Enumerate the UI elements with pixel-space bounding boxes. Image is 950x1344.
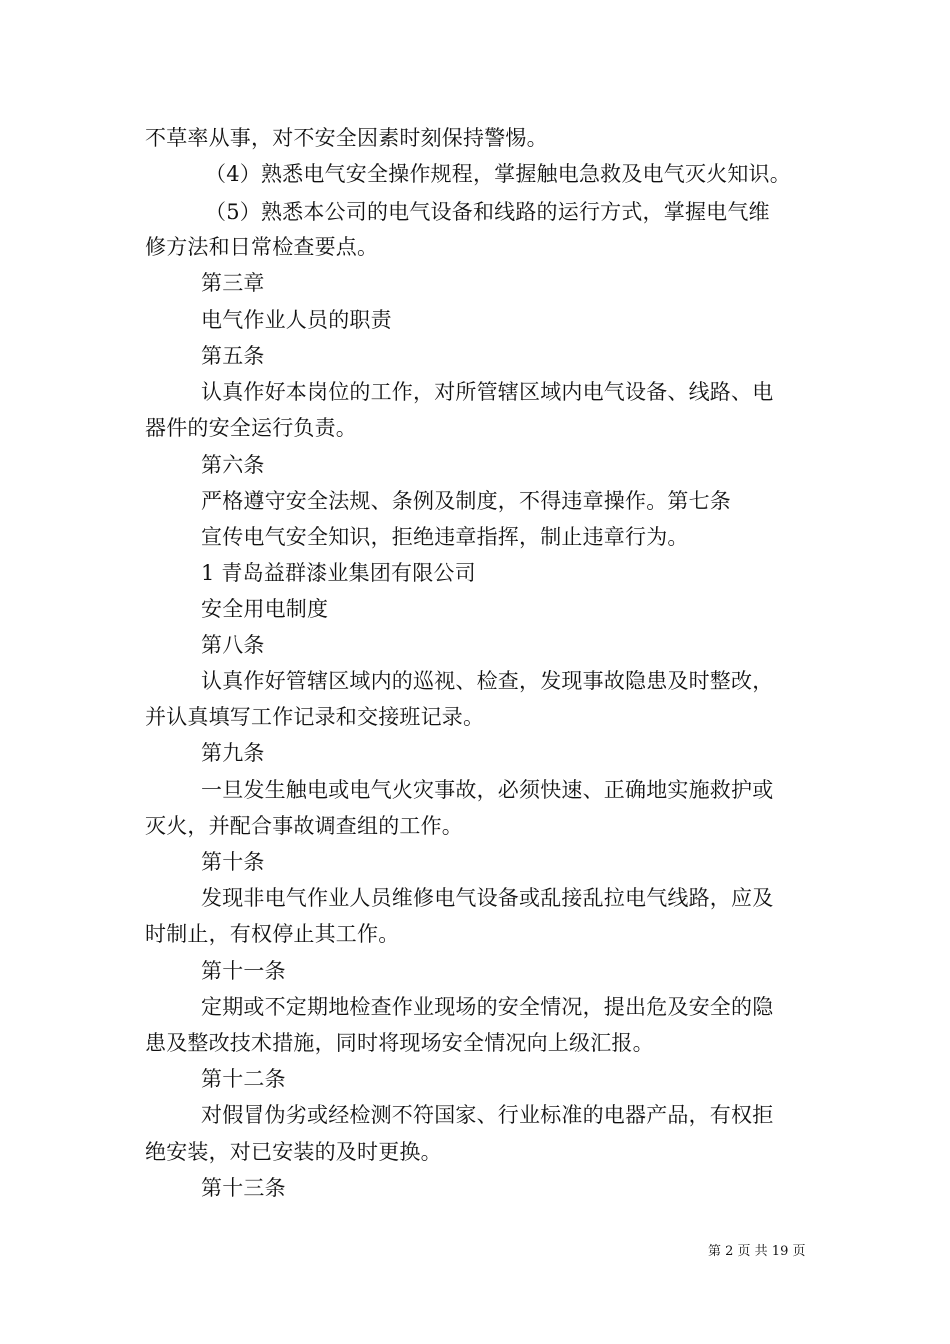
company-header: 1 青岛益群漆业集团有限公司 xyxy=(201,561,476,585)
chapter-heading: 第三章 xyxy=(201,271,265,295)
text-line: 定期或不定期地检查作业现场的安全情况，提出危及安全的隐 xyxy=(201,995,774,1019)
article-heading: 第十一条 xyxy=(201,959,286,983)
text-line: 认真作好管辖区域内的巡视、检查，发现事故隐患及时整改， xyxy=(201,669,774,693)
article-heading: 第九条 xyxy=(201,741,265,765)
article-heading: 第十二条 xyxy=(201,1067,286,1091)
text-line: 不草率从事，对不安全因素时刻保持警惕。 xyxy=(145,126,548,150)
text-line: 发现非电气作业人员维修电气设备或乱接乱拉电气线路，应及 xyxy=(201,886,774,910)
text-line: 患及整改技术措施，同时将现场安全情况向上级汇报。 xyxy=(145,1031,654,1055)
text-line: （5）熟悉本公司的电气设备和线路的运行方式，掌握电气维 xyxy=(205,200,770,224)
text-line: 灭火，并配合事故调查组的工作。 xyxy=(145,814,463,838)
text-line: 时制止，有权停止其工作。 xyxy=(145,922,400,946)
text-line: 认真作好本岗位的工作，对所管辖区域内电气设备、线路、电 xyxy=(201,380,774,404)
text-line: 绝安装，对已安装的及时更换。 xyxy=(145,1140,442,1164)
text-line: 对假冒伪劣或经检测不符国家、行业标准的电器产品，有权拒 xyxy=(201,1103,774,1127)
article-heading: 第十三条 xyxy=(201,1176,286,1200)
article-heading: 第五条 xyxy=(201,344,265,368)
text-line: 并认真填写工作记录和交接班记录。 xyxy=(145,705,485,729)
text-line: 修方法和日常检查要点。 xyxy=(145,235,379,259)
article-heading: 第六条 xyxy=(201,453,265,477)
text-line: 严格遵守安全法规、条例及制度，不得违章操作。第七条 xyxy=(201,489,731,513)
text-line: 宣传电气安全知识，拒绝违章指挥，制止违章行为。 xyxy=(201,525,689,549)
text-line: 器件的安全运行负责。 xyxy=(145,416,357,440)
chapter-title: 电气作业人员的职责 xyxy=(201,308,392,332)
text-line: （4）熟悉电气安全操作规程，掌握触电急救及电气灭火知识。 xyxy=(205,162,791,186)
article-heading: 第八条 xyxy=(201,633,265,657)
page-footer: 第 2 页 共 19 页 xyxy=(708,1244,806,1259)
document-title: 安全用电制度 xyxy=(201,597,329,621)
article-heading: 第十条 xyxy=(201,850,265,874)
text-line: 一旦发生触电或电气火灾事故，必须快速、正确地实施救护或 xyxy=(201,778,774,802)
